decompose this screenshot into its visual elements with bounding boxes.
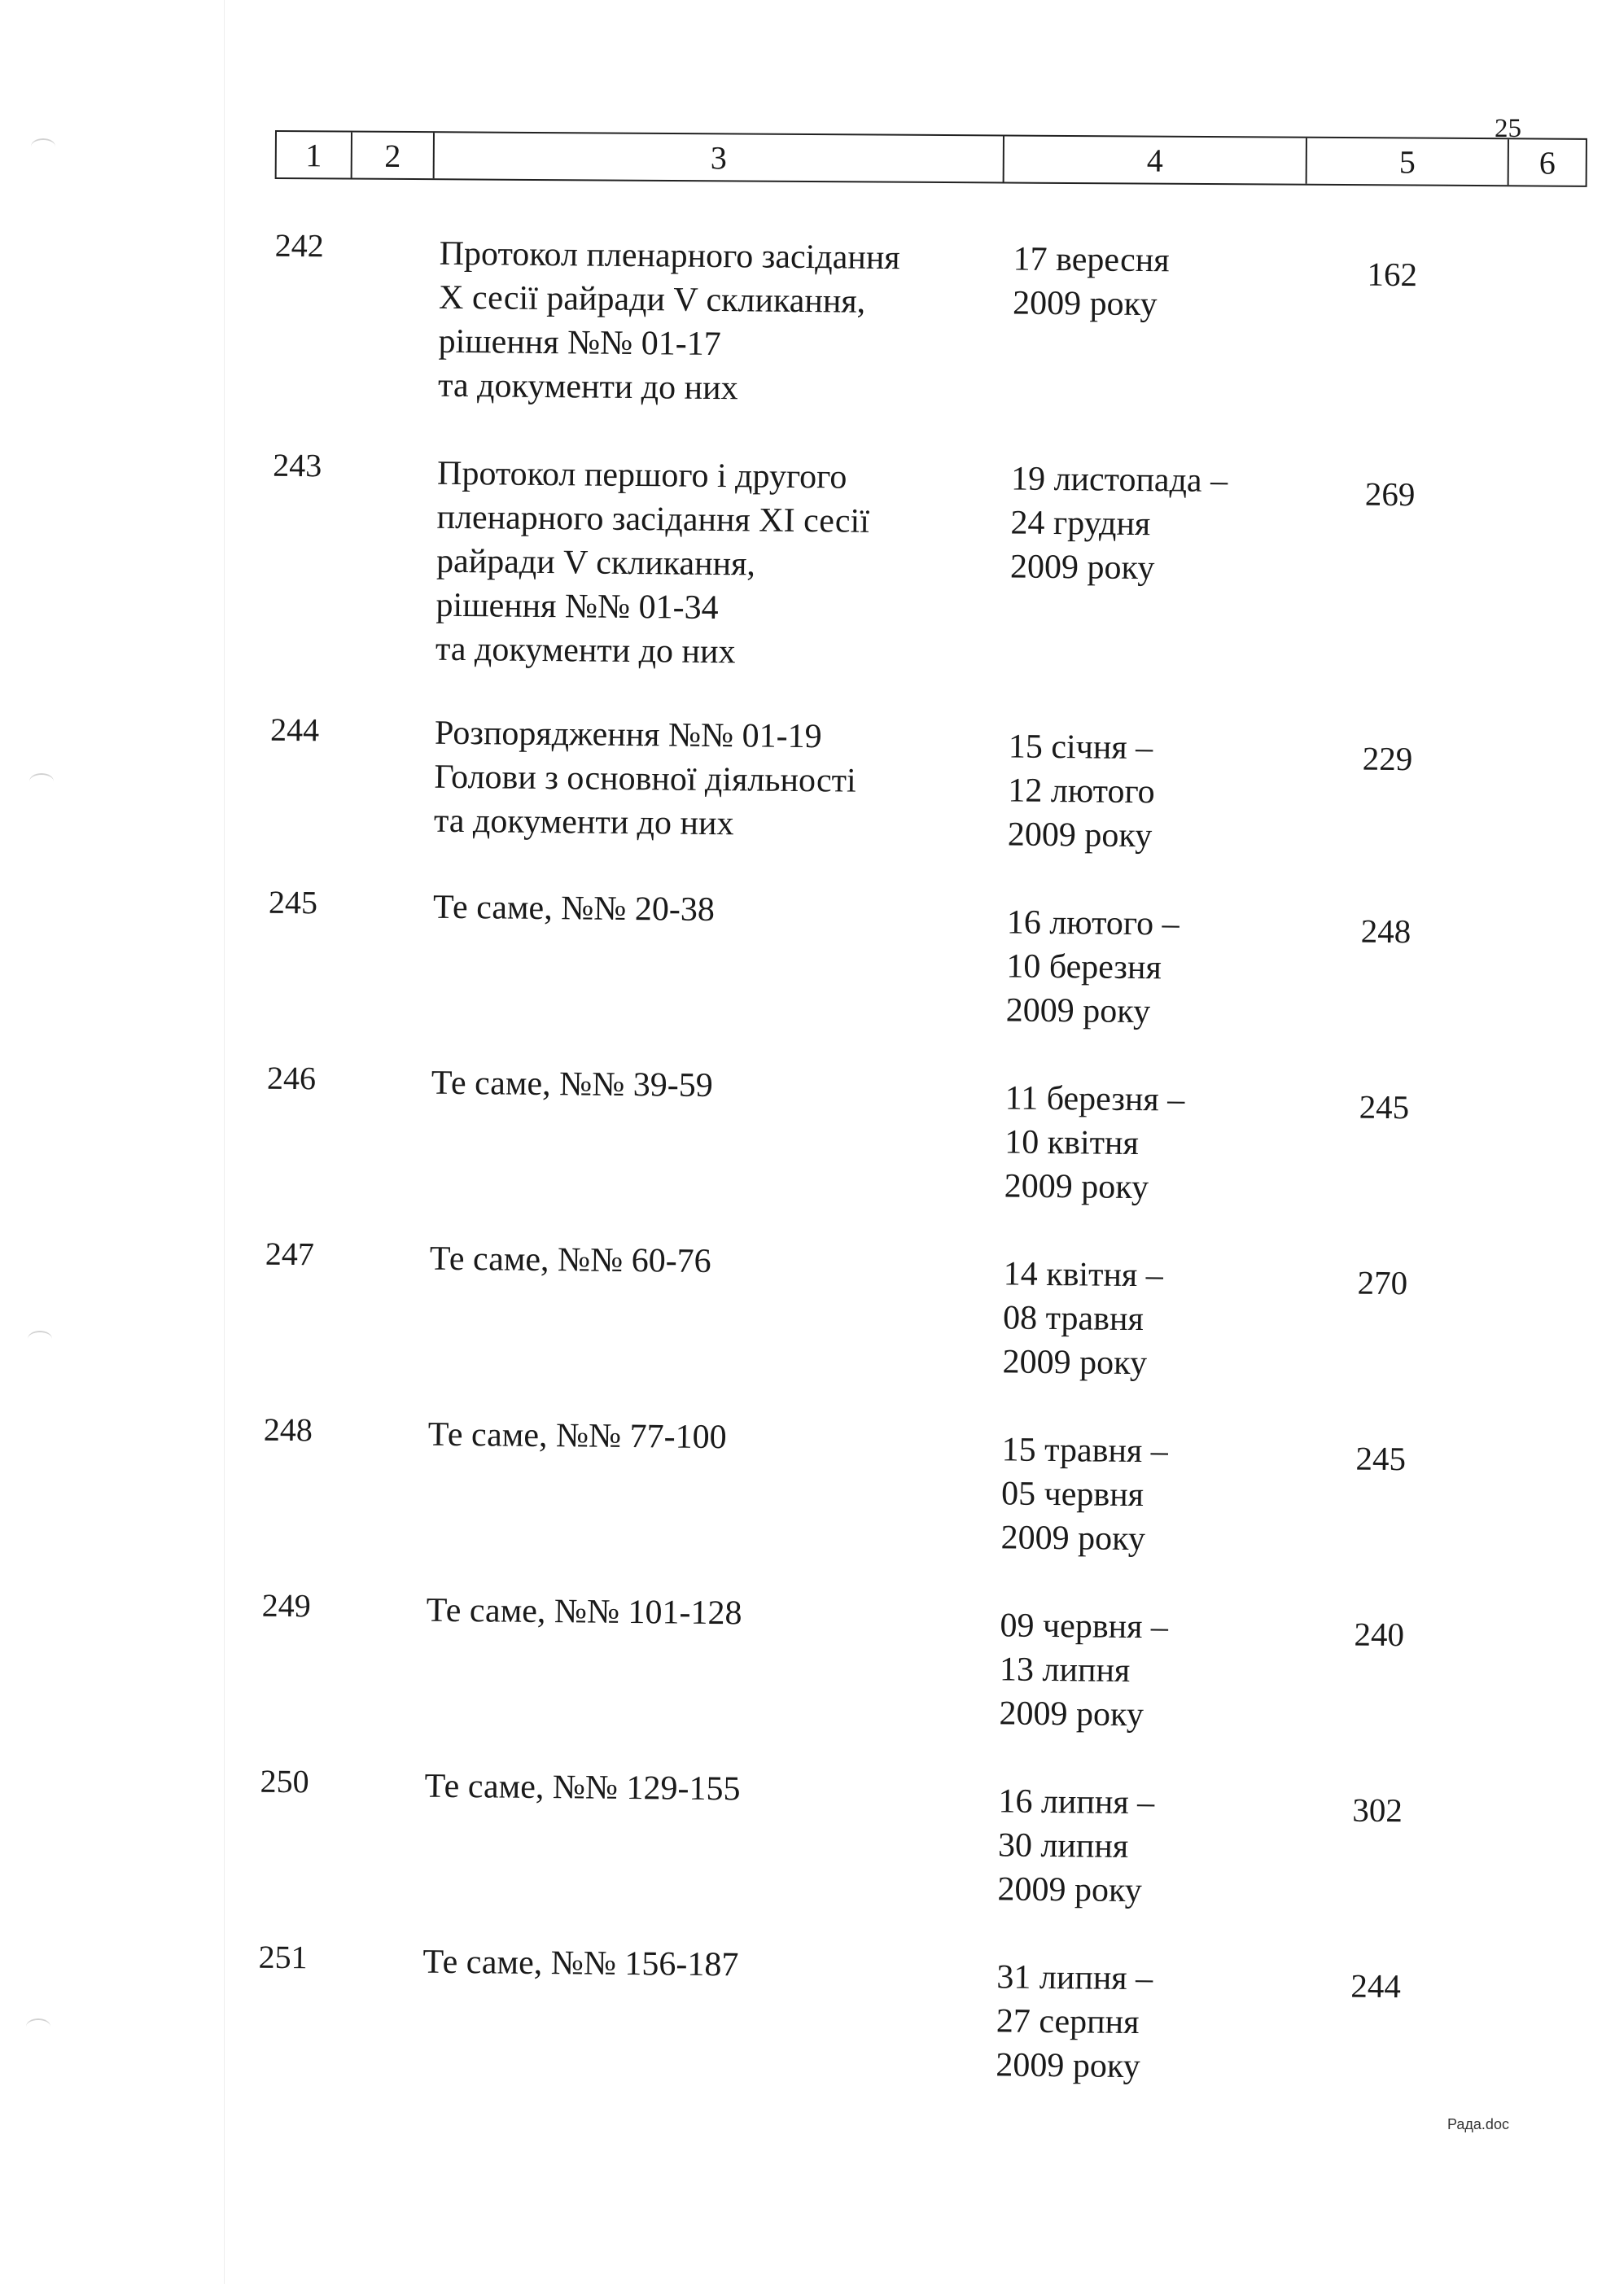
- date-line: 12 лютого: [1008, 772, 1155, 811]
- title-line: Протокол пленарного засідання: [439, 234, 900, 278]
- record-row: [0, 1756, 1600, 1910]
- record-number: 248: [263, 1410, 313, 1449]
- title-line: райради V скликання,: [435, 542, 756, 584]
- date-line: 09 червня –: [1000, 1607, 1169, 1647]
- record-row: [0, 1932, 1599, 2086]
- record-number: 250: [260, 1762, 309, 1800]
- title-line: пленарного засідання XI сесії: [436, 498, 870, 540]
- record-sheet-count: 244: [1350, 1966, 1402, 2005]
- date-line: 24 грудня: [1010, 504, 1151, 544]
- column-header-6: 6: [1508, 139, 1586, 186]
- date-line: 31 липня –: [996, 1958, 1153, 1998]
- record-title: [435, 452, 991, 677]
- column-header-1: 1: [305, 136, 322, 173]
- date-line: 2009 року: [1004, 1167, 1149, 1207]
- title-line: Те саме, №№ 20-38: [432, 888, 716, 929]
- record-dates: [1000, 1428, 1287, 1562]
- record-dates: [1002, 1252, 1289, 1386]
- record-number: 244: [269, 711, 320, 749]
- title-line: та документи до них: [433, 802, 734, 843]
- record-title: [438, 232, 993, 413]
- record-sheet-count: 245: [1359, 1087, 1410, 1126]
- record-row: [0, 441, 1613, 671]
- record-title: [431, 1061, 985, 1111]
- record-number: 243: [272, 446, 322, 484]
- column-header-4: 4: [1003, 136, 1306, 183]
- date-line: 2009 року: [1009, 548, 1155, 588]
- record-title: [428, 1413, 982, 1463]
- date-line: 15 січня –: [1008, 728, 1153, 768]
- record-number: 249: [261, 1586, 311, 1625]
- date-line: 2009 року: [1000, 1519, 1146, 1559]
- record-row: [0, 1229, 1605, 1383]
- record-title: [422, 1940, 976, 1990]
- date-line: 05 червня: [1000, 1475, 1145, 1515]
- record-row: [0, 1581, 1602, 1734]
- record-sheet-count: 245: [1355, 1439, 1407, 1478]
- date-line: 10 квітня: [1004, 1123, 1140, 1163]
- record-number: 247: [265, 1235, 315, 1273]
- date-line: 15 травня –: [1001, 1431, 1168, 1471]
- date-line: 16 липня –: [998, 1782, 1155, 1822]
- record-title: [430, 1237, 983, 1287]
- date-line: 2009 року: [1012, 284, 1158, 324]
- title-line: Те саме, №№ 60-76: [429, 1240, 711, 1280]
- record-sheet-count: 229: [1362, 739, 1413, 778]
- record-sheet-count: 270: [1357, 1263, 1408, 1302]
- title-line: та документи до них: [435, 630, 736, 671]
- date-line: 10 березня: [1006, 947, 1162, 987]
- date-line: 16 лютого –: [1006, 903, 1180, 943]
- title-line: Розпорядження №№ 01-19: [434, 714, 822, 756]
- record-number: 242: [274, 226, 325, 265]
- title-line: рішення №№ 01-34: [435, 586, 719, 628]
- date-line: 30 липня: [997, 1826, 1129, 1865]
- record-sheet-count: 302: [1352, 1791, 1403, 1830]
- record-number: 245: [268, 883, 318, 921]
- record-dates: [999, 1603, 1285, 1738]
- date-line: 13 липня: [999, 1651, 1131, 1690]
- title-line: Протокол першого і другого: [436, 454, 847, 496]
- record-row: [0, 1053, 1607, 1207]
- date-line: 2009 року: [1002, 1343, 1148, 1383]
- date-line: 2009 року: [1007, 816, 1153, 855]
- record-sheet-count: 269: [1364, 475, 1416, 514]
- date-line: 2009 року: [1005, 991, 1151, 1031]
- title-line: та документи до них: [437, 366, 738, 408]
- record-dates: [996, 1955, 1282, 2089]
- record-row: [0, 878, 1608, 1031]
- title-line: Те саме, №№ 129-155: [424, 1767, 741, 1808]
- record-sheet-count: 248: [1360, 912, 1411, 951]
- record-number: 251: [258, 1938, 308, 1976]
- record-row: [0, 706, 1610, 855]
- column-header-3: 3: [433, 133, 1003, 181]
- date-line: 27 серпня: [996, 2002, 1140, 2042]
- date-line: 19 листопада –: [1010, 460, 1228, 501]
- record-number: 246: [266, 1059, 317, 1097]
- date-line: 2009 року: [997, 1870, 1142, 1910]
- record-title: [433, 886, 987, 935]
- record-title: [426, 1589, 979, 1638]
- date-line: 2009 року: [996, 2046, 1140, 2086]
- record-dates: [1013, 237, 1298, 327]
- date-line: 14 квітня –: [1003, 1255, 1163, 1295]
- record-title: [434, 711, 989, 849]
- date-line: 2009 року: [999, 1695, 1145, 1734]
- title-line: Те саме, №№ 39-59: [431, 1064, 713, 1104]
- title-line: Те саме, №№ 101-128: [426, 1591, 742, 1633]
- record-row: [0, 221, 1615, 408]
- title-line: X сесії райради V скликання,: [438, 278, 866, 321]
- record-dates: [1008, 724, 1294, 859]
- record-title: [424, 1765, 978, 1814]
- record-dates: [997, 1779, 1284, 1913]
- record-sheet-count: 240: [1354, 1615, 1405, 1654]
- date-line: 17 вересня: [1013, 240, 1170, 280]
- title-line: рішення №№ 01-17: [438, 322, 721, 364]
- title-line: Те саме, №№ 77-100: [427, 1415, 727, 1457]
- record-sheet-count: 162: [1367, 255, 1418, 294]
- column-header-2: 2: [351, 133, 433, 179]
- column-header-5: 5: [1306, 138, 1508, 186]
- record-row: [0, 1405, 1604, 1559]
- date-line: 11 березня –: [1004, 1079, 1185, 1119]
- title-line: Голови з основної діяльності: [434, 758, 856, 800]
- record-dates: [1010, 457, 1297, 591]
- record-dates: [1006, 900, 1293, 1034]
- footer-filename: Рада.doc: [1447, 2116, 1509, 2132]
- page-number: 25: [1495, 114, 1521, 143]
- record-dates: [1004, 1076, 1290, 1210]
- date-line: 08 травня: [1002, 1299, 1145, 1339]
- title-line: Те саме, №№ 156-187: [422, 1943, 739, 1984]
